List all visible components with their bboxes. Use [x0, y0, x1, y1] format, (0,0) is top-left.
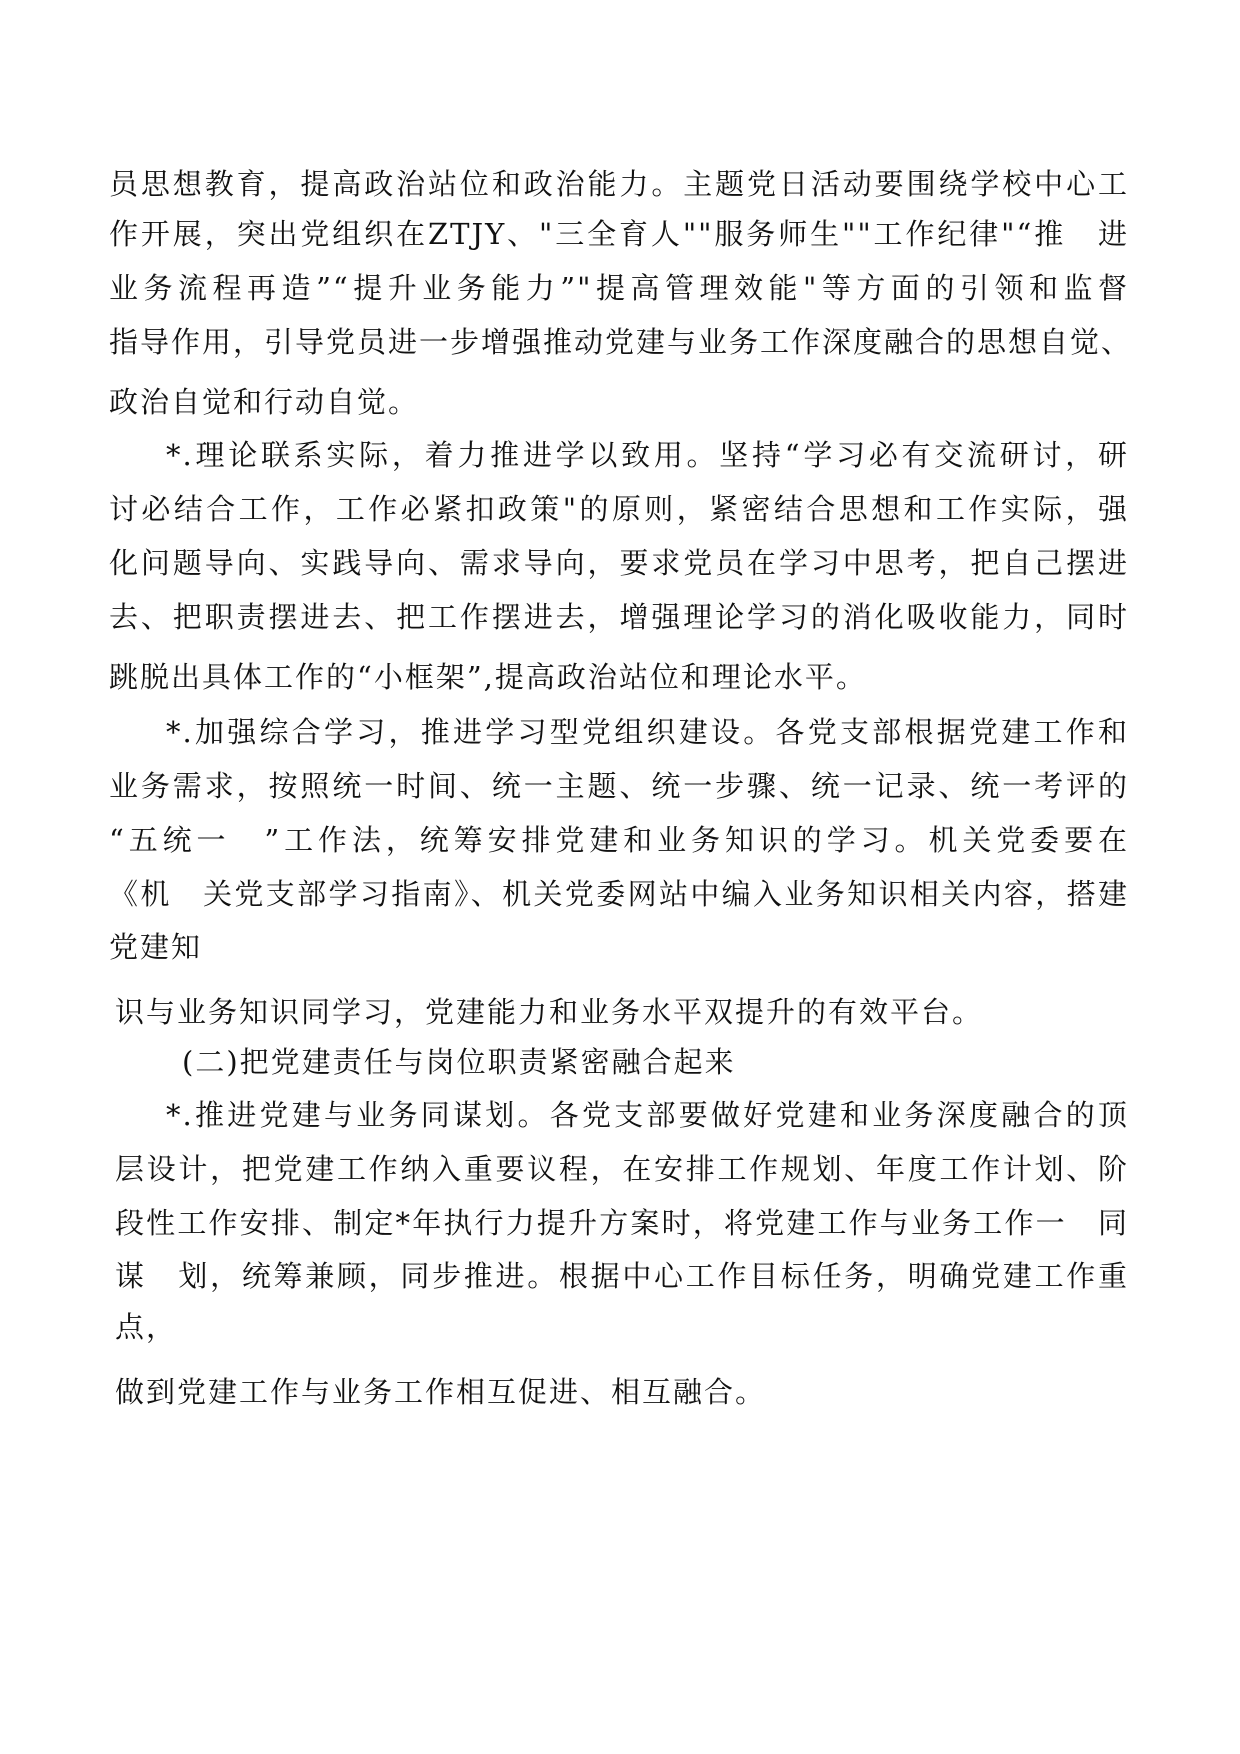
- text-line: 层设计，把党建工作纳入重要议程，在安排工作规划、年度工作计划、阶: [115, 1152, 1129, 1186]
- text-line: 去、把职责摆进去、把工作摆进去，增强理论学习的消化吸收能力，同时: [109, 600, 1129, 634]
- text-line: 点，: [115, 1310, 178, 1344]
- text-line: 指导作用，引导党员进一步增强推动党建与业务工作深度融合的思想自觉、: [109, 325, 1133, 359]
- text-line: 作开展，突出党组织在ZTJY、"三全育人""服务师生""工作纪律"“推 进: [109, 217, 1129, 251]
- text-line: 识与业务知识同学习，党建能力和业务水平双提升的有效平台。: [115, 995, 984, 1029]
- text-line: 业务流程再造”“提升业务能力”"提高管理效能"等方面的引领和监督: [109, 271, 1129, 305]
- text-line: 跳脱出具体工作的“小框架”,提高政治站位和理论水平。: [109, 660, 867, 694]
- text-line: 段性工作安排、制定*年执行力提升方案时，将党建工作与业务工作一 同: [115, 1206, 1129, 1240]
- text-line: 党建知: [109, 930, 203, 964]
- text-line: “五统一 ”工作法，统筹安排党建和业务知识的学习。机关党委要在: [109, 823, 1129, 857]
- text-line: 谋 划，统筹兼顾，同步推进。根据中心工作目标任务，明确党建工作重: [115, 1259, 1129, 1293]
- text-line: 政治自觉和行动自觉。: [109, 385, 420, 419]
- text-line: 做到党建工作与业务工作相互促进、相互融合。: [115, 1375, 767, 1409]
- paragraph-start-line: *.加强综合学习，推进学习型党组织建设。各党支部根据党建工作和: [166, 715, 1129, 749]
- text-line: 员思想教育，提高政治站位和政治能力。主题党日活动要围绕学校中心工: [109, 167, 1129, 201]
- section-heading: (二)把党建责任与岗位职责紧密融合起来: [182, 1045, 736, 1079]
- text-line: 讨必结合工作，工作必紧扣政策"的原则，紧密结合思想和工作实际，强: [109, 492, 1129, 526]
- text-line: 《机 关党支部学习指南》、机关党委网站中编入业务知识相关内容，搭建: [109, 877, 1129, 911]
- paragraph-start-line: *.推进党建与业务同谋划。各党支部要做好党建和业务深度融合的顶: [166, 1098, 1129, 1132]
- text-line: 业务需求，按照统一时间、统一主题、统一步骤、统一记录、统一考评的: [109, 769, 1129, 803]
- paragraph-start-line: *.理论联系实际，着力推进学以致用。坚持“学习必有交流研讨，研: [166, 438, 1129, 472]
- text-line: 化问题导向、实践导向、需求导向，要求党员在学习中思考，把自己摆进: [109, 546, 1129, 580]
